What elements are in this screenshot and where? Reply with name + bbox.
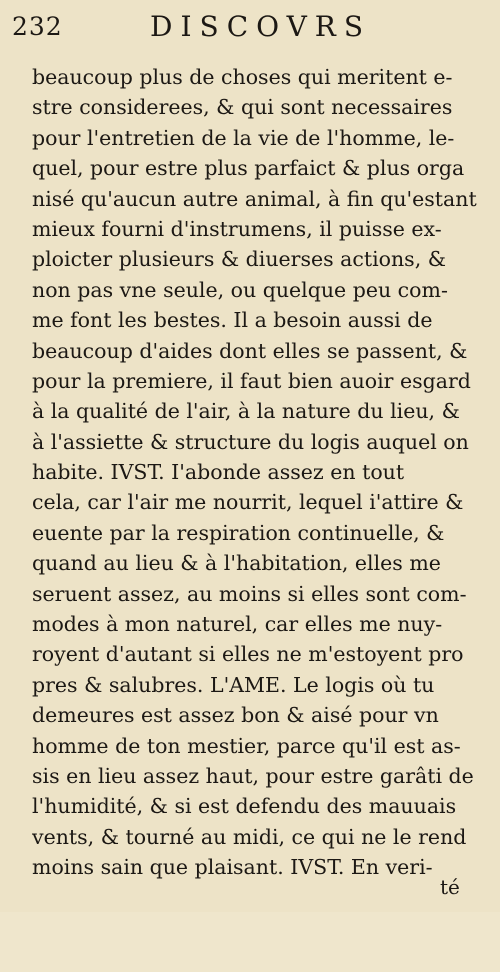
text-line: à la qualité de l'air, à la nature du lieu, &	[32, 399, 460, 424]
text-line: moins sain que plaisant. IVST. En veri-	[32, 855, 433, 880]
text-line: stre considerees, & qui sont necessaires	[32, 95, 453, 120]
text-line: habite. IVST. I'abonde assez en tout	[32, 460, 405, 485]
text-line: pour l'entretien de la vie de l'homme, le-	[32, 125, 455, 150]
text-line: non pas vne seule, ou quelque peu com-	[32, 277, 448, 302]
text-line: beaucoup d'aides dont elles se passent, &	[32, 338, 468, 363]
text-line: euente par la respiration continuelle, &	[32, 520, 445, 545]
text-line: seruent assez, au moins si elles sont com-	[32, 581, 467, 606]
text-line: modes à mon naturel, car elles me nuy-	[32, 612, 443, 637]
text-line: à l'assiette & structure du logis auquel on	[32, 429, 469, 454]
text-line: homme de ton mestier, parce qu'il est as-	[32, 733, 461, 758]
text-line: vents, & tourné au midi, ce qui ne le rend	[32, 824, 467, 849]
text-line: quand au lieu & à l'habitation, elles me	[32, 551, 441, 576]
text-line: nisé qu'aucun autre animal, à fin qu'estant	[32, 186, 477, 211]
running-title: DISCOVRS	[150, 10, 372, 43]
text-line: mieux fourni d'instrumens, il puisse ex-	[32, 216, 442, 241]
text-line: me font les bestes. Il a besoin aussi de	[32, 308, 433, 333]
text-line: beaucoup plus de choses qui meritent e-	[32, 65, 453, 89]
text-line: pres & salubres. L'AME. Le logis où tu	[32, 672, 435, 697]
text-line: quel, pour estre plus parfaict & plus orga	[32, 156, 465, 181]
text-line: pour la premiere, il faut bien auoir esgard	[32, 368, 471, 393]
catchword: té	[440, 875, 460, 899]
text-line: cela, car l'air me nourrit, lequel i'attire &	[32, 490, 464, 515]
page-number: 232	[12, 12, 63, 41]
body-text	[32, 62, 488, 883]
text-line: ploicter plusieurs & diuerses actions, &	[32, 247, 446, 272]
text-line: royent d'autant si elles ne m'estoyent pro	[32, 642, 464, 667]
text-line: sis en lieu assez haut, pour estre garâti de	[32, 763, 474, 788]
text-line: demeures est assez bon & aisé pour vn	[32, 703, 439, 728]
page-margin-bottom	[0, 912, 500, 972]
text-line: l'humidité, & si est defendu des mauuais	[32, 794, 457, 819]
